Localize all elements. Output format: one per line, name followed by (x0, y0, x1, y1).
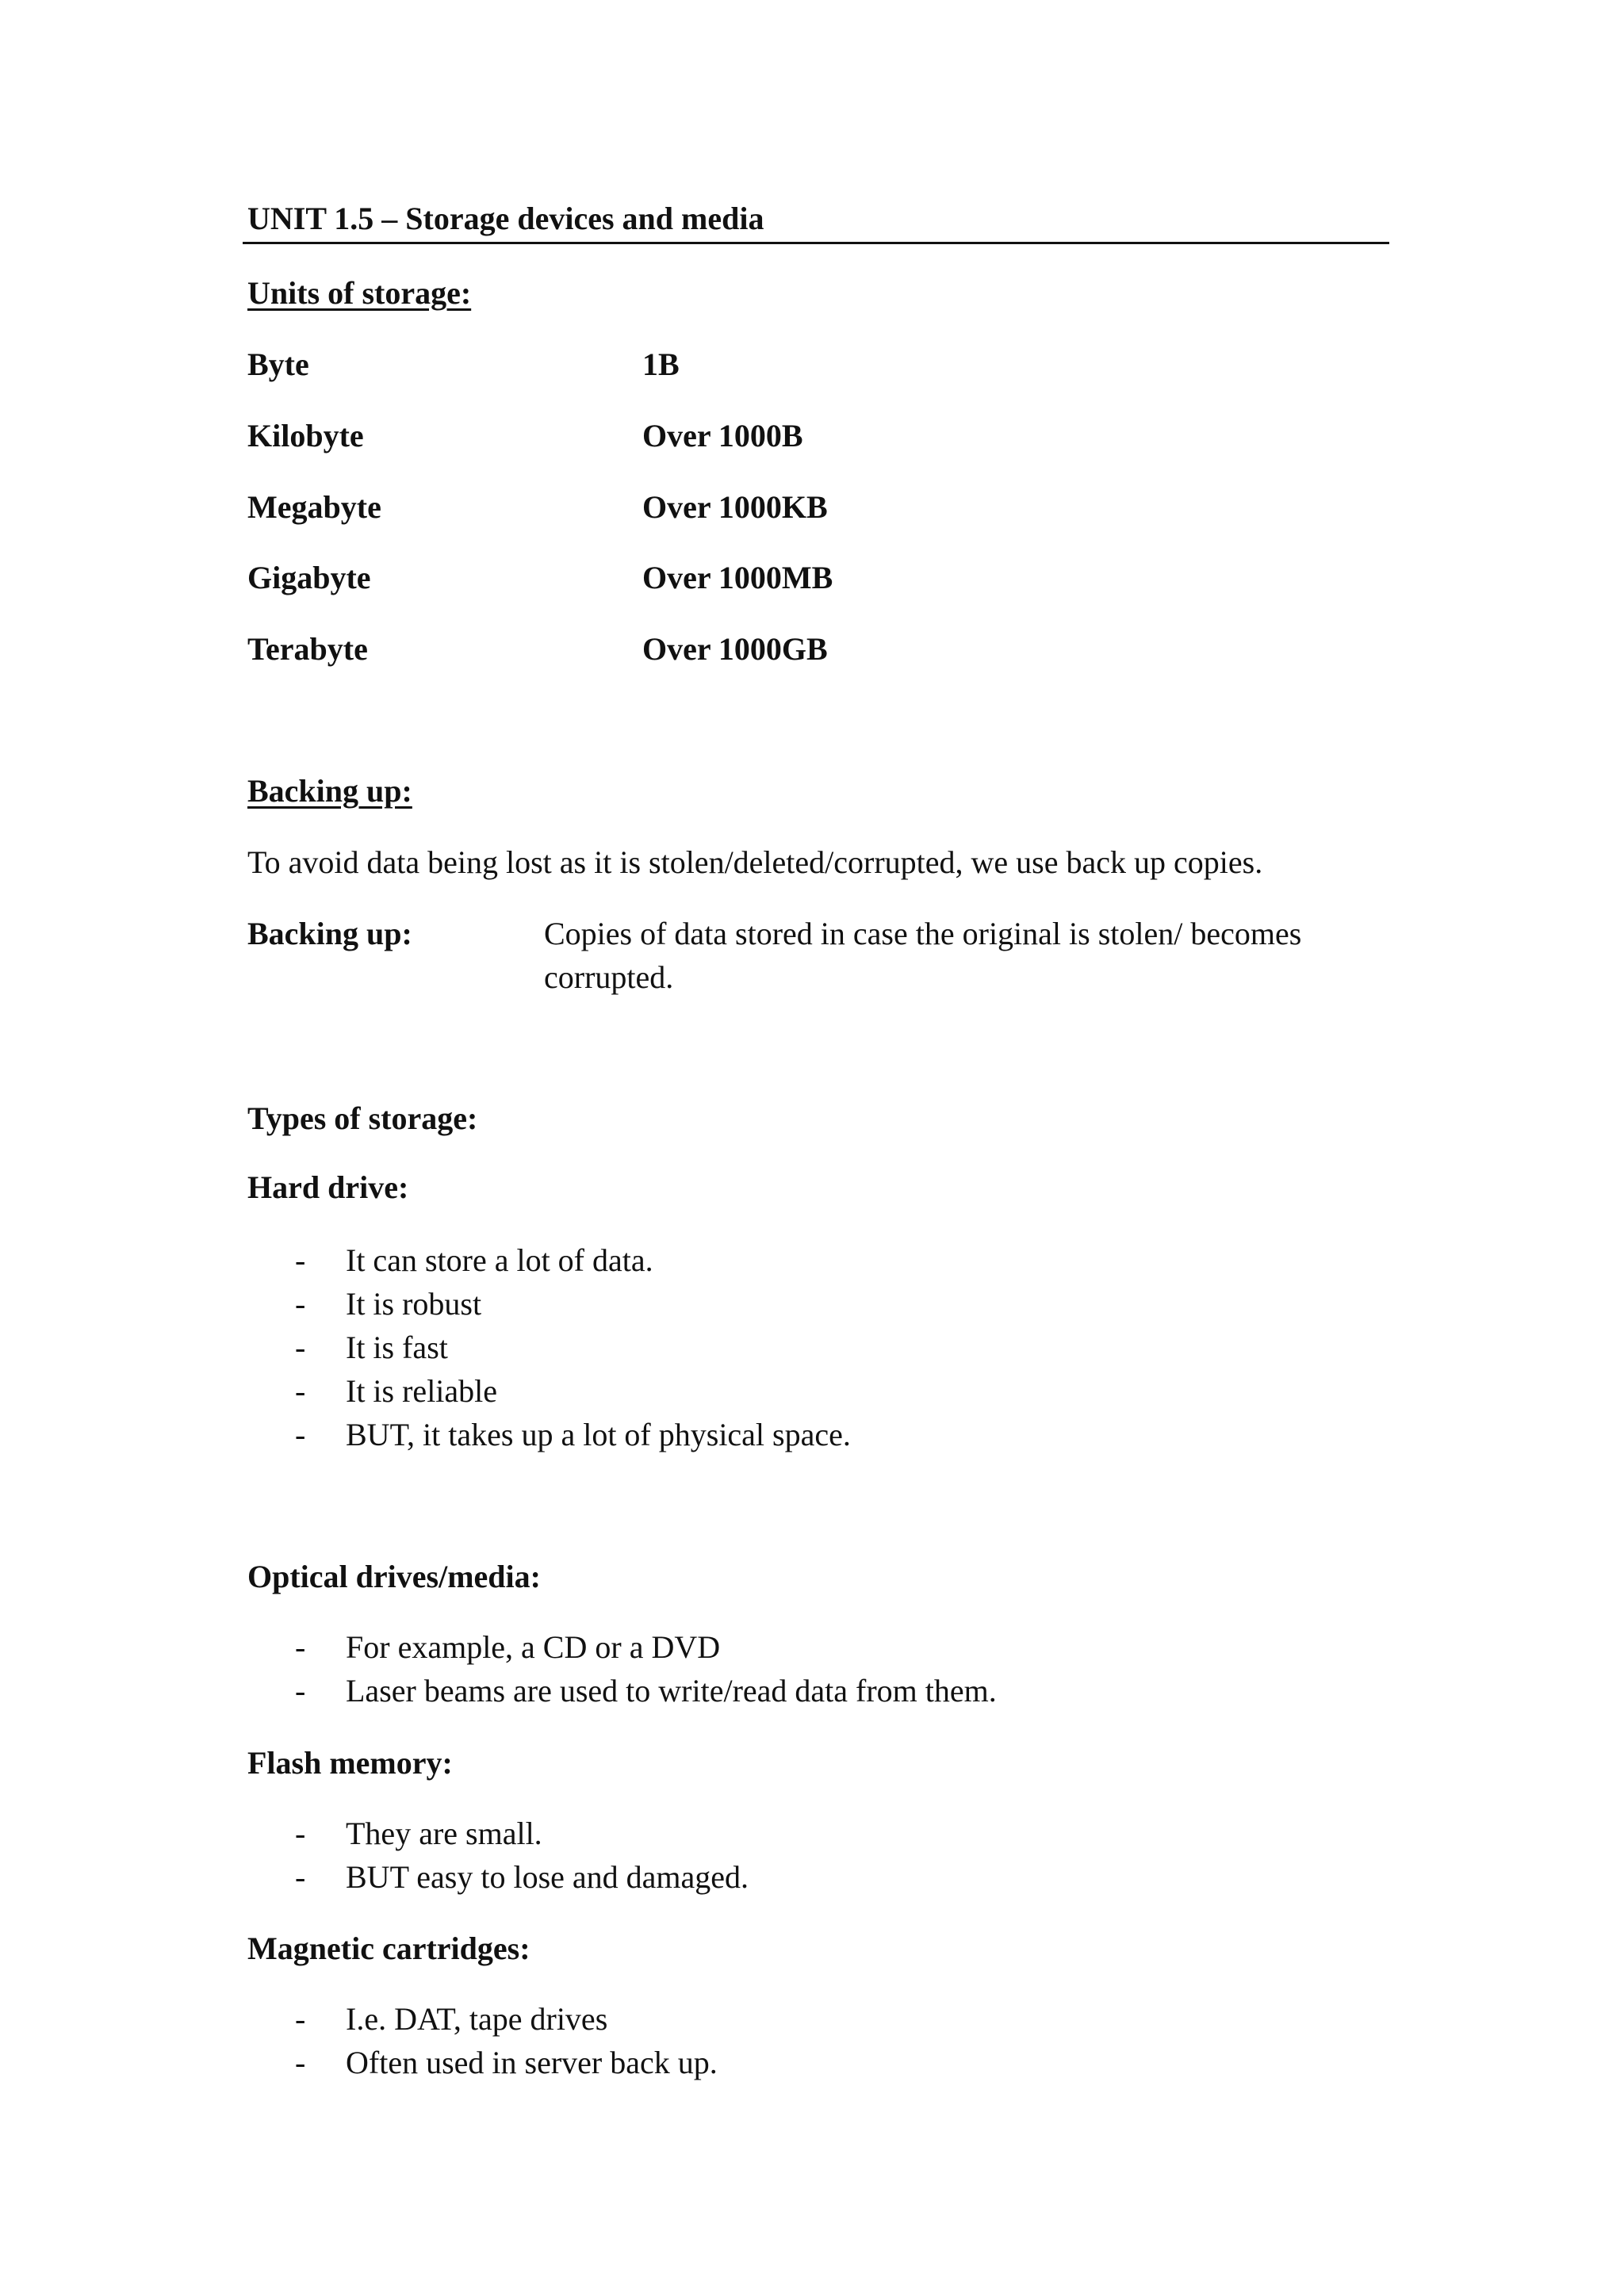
magnetic-heading: Magnetic cartridges: (247, 1931, 530, 1966)
hard-drive-bullet: It is fast (346, 1330, 448, 1365)
hard-drive-bullet: It is reliable (346, 1373, 498, 1409)
backup-heading: Backing up: (247, 773, 412, 809)
bullet-marker: - (295, 1242, 306, 1278)
backup-intro: To avoid data being lost as it is stolen/deleted/corrupted, we use back up copies. (247, 844, 1263, 880)
unit-name-byte: Byte (247, 346, 309, 382)
unit-value-gigabyte: Over 1000MB (642, 560, 833, 595)
unit-value-kilobyte: Over 1000B (642, 418, 803, 453)
bullet-marker: - (295, 2045, 306, 2080)
types-heading: Types of storage: (247, 1100, 478, 1136)
backup-term: Backing up: (247, 916, 412, 951)
optical-bullet: Laser beams are used to write/read data from them. (346, 1673, 997, 1709)
unit-name-terabyte: Terabyte (247, 631, 368, 667)
unit-name-gigabyte: Gigabyte (247, 560, 371, 595)
bullet-marker: - (295, 1417, 306, 1452)
hard-drive-heading: Hard drive: (247, 1169, 409, 1205)
bullet-marker: - (295, 1816, 306, 1851)
unit-value-megabyte: Over 1000KB (642, 489, 828, 525)
bullet-marker: - (295, 2001, 306, 2037)
bullet-marker: - (295, 1673, 306, 1709)
units-heading: Units of storage: (247, 275, 472, 311)
magnetic-bullet: Often used in server back up. (346, 2045, 718, 2080)
bullet-marker: - (295, 1286, 306, 1322)
bullet-marker: - (295, 1373, 306, 1409)
magnetic-bullet: I.e. DAT, tape drives (346, 2001, 608, 2037)
backup-definition: Copies of data stored in case the original is stolen/ becomes corrupted. (544, 916, 1302, 995)
flash-bullet: BUT easy to lose and damaged. (346, 1859, 749, 1895)
flash-bullet: They are small. (346, 1816, 542, 1851)
bullet-marker: - (295, 1330, 306, 1365)
optical-heading: Optical drives/media: (247, 1559, 541, 1594)
flash-heading: Flash memory: (247, 1745, 453, 1781)
bullet-marker: - (295, 1629, 306, 1665)
hard-drive-bullet: It can store a lot of data. (346, 1242, 653, 1278)
hard-drive-bullet: BUT, it takes up a lot of physical space. (346, 1417, 851, 1452)
unit-name-kilobyte: Kilobyte (247, 418, 364, 453)
unit-name-megabyte: Megabyte (247, 489, 381, 525)
title-underline-rule (243, 242, 1389, 244)
bullet-marker: - (295, 1859, 306, 1895)
unit-value-terabyte: Over 1000GB (642, 631, 828, 667)
hard-drive-bullet: It is robust (346, 1286, 482, 1322)
unit-value-byte: 1B (642, 346, 680, 382)
page-title: UNIT 1.5 – Storage devices and media (247, 201, 764, 236)
optical-bullet: For example, a CD or a DVD (346, 1629, 721, 1665)
